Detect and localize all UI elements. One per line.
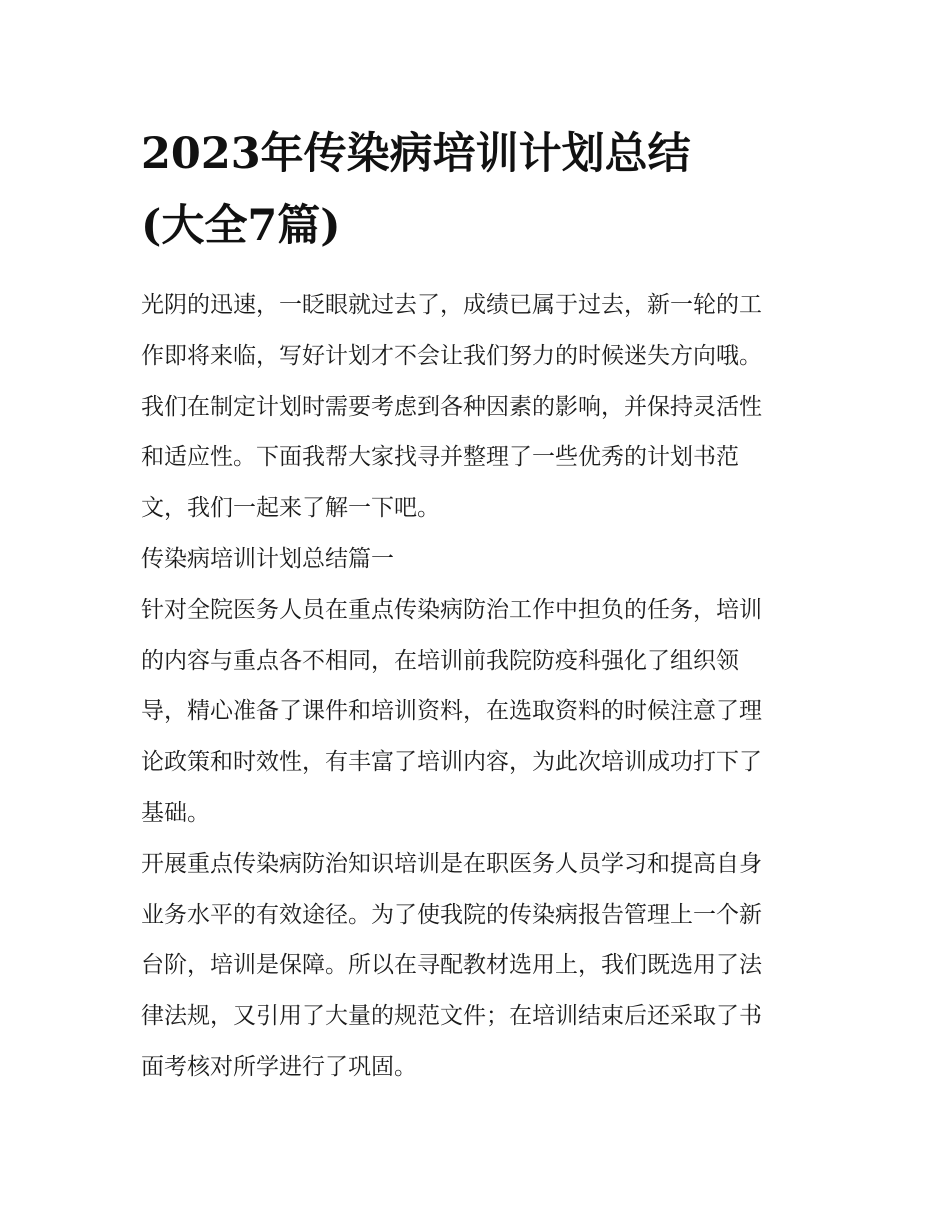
- body-paragraph-1: [141, 585, 813, 839]
- text-line: 文，我们一起来了解一下吧。: [141, 495, 440, 522]
- text-line: 台阶，培训是保障。所以在寻配教材选用上，我们既选用了法: [141, 952, 762, 979]
- document-body: [141, 280, 813, 1093]
- body-paragraph-2: [141, 839, 813, 1093]
- text-line: 针对全院医务人员在重点传染病防治工作中担负的任务，培训: [141, 596, 762, 623]
- text-line: 导，精心准备了课件和培训资料，在选取资料的时候注意了理: [141, 698, 762, 725]
- section-heading: [141, 534, 813, 585]
- text-line: 开展重点传染病防治知识培训是在职医务人员学习和提高自身: [141, 850, 762, 877]
- text-line: 基础。: [141, 799, 210, 826]
- text-line: 我们在制定计划时需要考虑到各种因素的影响，并保持灵活性: [141, 393, 762, 420]
- document-title: [141, 118, 813, 262]
- title-line-1: 2023年传染病培训计划总结: [141, 129, 691, 179]
- text-line: 和适应性。下面我帮大家找寻并整理了一些优秀的计划书范: [141, 444, 739, 471]
- document-content: [141, 118, 813, 1093]
- title-line-2: (大全7篇): [141, 201, 341, 251]
- text-line: 论政策和时效性，有丰富了培训内容，为此次培训成功打下了: [141, 749, 762, 776]
- section-heading-text: 传染病培训计划总结篇一: [141, 545, 394, 572]
- text-line: 业务水平的有效途径。为了使我院的传染病报告管理上一个新: [141, 901, 762, 928]
- text-line: 面考核对所学进行了巩固。: [141, 1053, 417, 1080]
- text-line: 律法规，又引用了大量的规范文件；在培训结束后还采取了书: [141, 1003, 762, 1030]
- text-line: 作即将来临，写好计划才不会让我们努力的时候迷失方向哦。: [141, 342, 762, 369]
- text-line: 光阴的迅速，一眨眼就过去了，成绩已属于过去，新一轮的工: [141, 292, 762, 318]
- intro-paragraph: [141, 280, 813, 534]
- text-line: 的内容与重点各不相同，在培训前我院防疫科强化了组织领: [141, 647, 739, 674]
